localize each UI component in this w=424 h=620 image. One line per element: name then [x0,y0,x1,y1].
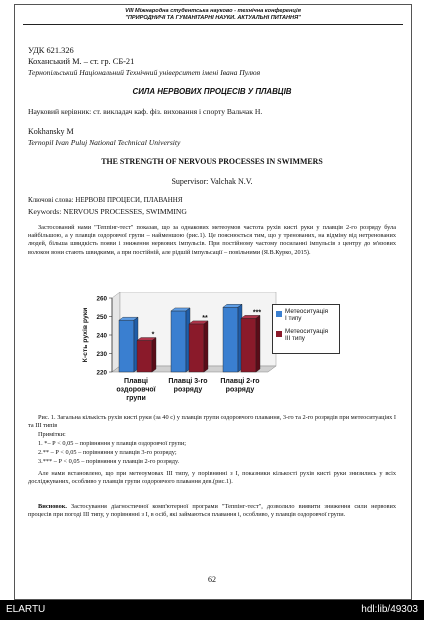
legend-label-series-2-line2: ІІІ типу [285,335,305,343]
author-ua: Коханський М. – ст. гр. СБ-21 [28,57,135,66]
title-ua: СИЛА НЕРВОВИХ ПРОЦЕСІВ У ПЛАВЦІВ [132,87,292,96]
conclusion-text: Застосування діагностичної комп'ютерної програми "Теппінг-тест", дозволило виявити зниження сили нервових процесів при погоді ІІІ типу, у порівнянні з І, в осіб, які займаються плавання і, особливо, у плавців оздоровчої групи. [28,503,396,519]
supervisor-ua: Науковий керівник: ст. викладач каф. фіз. виховання і спорту Вальчак Н. [28,107,263,116]
category-label-1-line-0: Плавці 3-го [168,378,208,385]
significance-mark-2: *** [252,309,262,317]
conference-header-line1: VIII Міжнародна студентська науково - технічна конференція [125,8,301,14]
conference-header [15,8,411,22]
body-paragraph-2: Але нами встановлено, що при метеоумовах ІІІ типу, у порівнянні з І, показники кількості рухів кисті руки знизились у всіх досліджуваних, особливо у плавців групи оздоровчого плавання дев.(рис.1). [28,470,396,486]
footer-handle: hdl:lib/49303 [361,604,418,615]
keywords-en: Keywords: NERVOUS PROCESSES, SWIMMING [28,207,187,216]
category-label-0-line-2: групи [126,395,146,403]
bar-side-2-series-2 [256,315,260,372]
bar-side-0-series-2 [152,338,156,372]
note-1: 1. *– Р < 0,05 – порівняння у плавців оздоровчої групи; [38,440,187,447]
bar-1-series-2 [189,324,204,372]
y-tick-label-4: 260 [96,295,107,303]
legend-swatch-series-2 [276,331,282,337]
chart-legend [272,304,340,354]
y-tick-label-3: 250 [96,314,107,321]
udk-code: УДК 621.326 [28,46,74,55]
author-en: Kokhansky M [28,127,74,136]
category-label-0-line-0: Плавці [124,378,148,385]
y-tick-label-0: 220 [96,369,107,377]
significance-mark-0: * [151,331,155,339]
y-tick-label-1: 230 [96,351,107,358]
conclusion-label: Висновок. [38,503,67,510]
bar-1-series-1 [171,311,186,372]
legend-label-series-1-line1: Метеоситуація [285,308,329,315]
title-en: THE STRENGTH OF NERVOUS PROCESSES IN SWIMMERS [101,157,323,166]
university-en: Ternopil Ivan Puluj National Technical University [28,138,181,147]
bar-2-series-2 [241,318,256,372]
bar-side-1-series-2 [204,321,208,372]
bar-0-series-1 [119,320,134,372]
bar-0-series-2 [137,341,152,372]
conclusion-paragraph [28,503,396,519]
y-axis-label: К-сть рухів руки [82,307,89,363]
note-2: 2.** – Р < 0,05 – порівняння у плавців 3-го розряду; [38,449,177,456]
category-label-2-line-1: розряду [225,386,255,394]
footer-repository-name: ELARTU [6,604,46,615]
footer-bar [0,600,424,620]
note-3: 3.*** – Р < 0,05 – порівняння у плавців 2-го розряду. [38,458,180,465]
notes-title: Примітки: [38,431,66,438]
legend-swatch-series-1 [276,311,282,317]
legend-label-series-2-line1: Метеоситуація [285,328,329,335]
page-number: 62 [208,575,216,584]
legend-label-series-1-line2: І типу [285,315,302,323]
bar-2-series-1 [223,307,238,372]
keywords-ua: Ключові слова: НЕРВОВІ ПРОЦЕСИ, ПЛАВАННЯ [28,196,183,204]
figure-caption: Рис. 1. Загальна кількість рухів кисті руки (за 40 с) у плавців групи оздоровчого плавання, 3-го та 2-го розрядів при метеоситуаціях І та ІІІ типів [28,414,396,430]
supervisor-en: Supervisor: Valchak N.V. [171,177,253,186]
university-ua: Тернопільський Національний Технічний університет імені Івана Пулюя [28,68,261,77]
conference-header-line2: "ПРИРОДНИЧІ ТА ГУМАНІТАРНІ НАУКИ. АКТУАЛЬНІ ПИТАННЯ" [125,15,301,21]
category-label-1-line-1: розряду [173,386,203,394]
category-label-2-line-0: Плавці 2-го [220,378,260,385]
body-paragraph-1: Застосований нами "Теппінг-тест" показав, що за однакових метеоумов частота рухів кисті руки у плавців 2-го розряду була найбільшою, а у плавців оздоровчої групи – найменшою (рис.1). Це пояснюється тим, що у тренованих, на відміну від нетренованих людей, більша швидкість появи і зниження нервових імпульсів. При постійному частому посиланні імпульсів з центру до м'язових волокон вони стають швидкими, а при постійній, але рідшій імпульсації – повільними (Я.В.Курко, 2015). [28,224,396,256]
category-label-0-line-1: оздоровчої [116,386,156,394]
significance-mark-1: ** [202,314,208,322]
header-rule [23,24,403,25]
y-tick-label-2: 240 [96,332,107,340]
